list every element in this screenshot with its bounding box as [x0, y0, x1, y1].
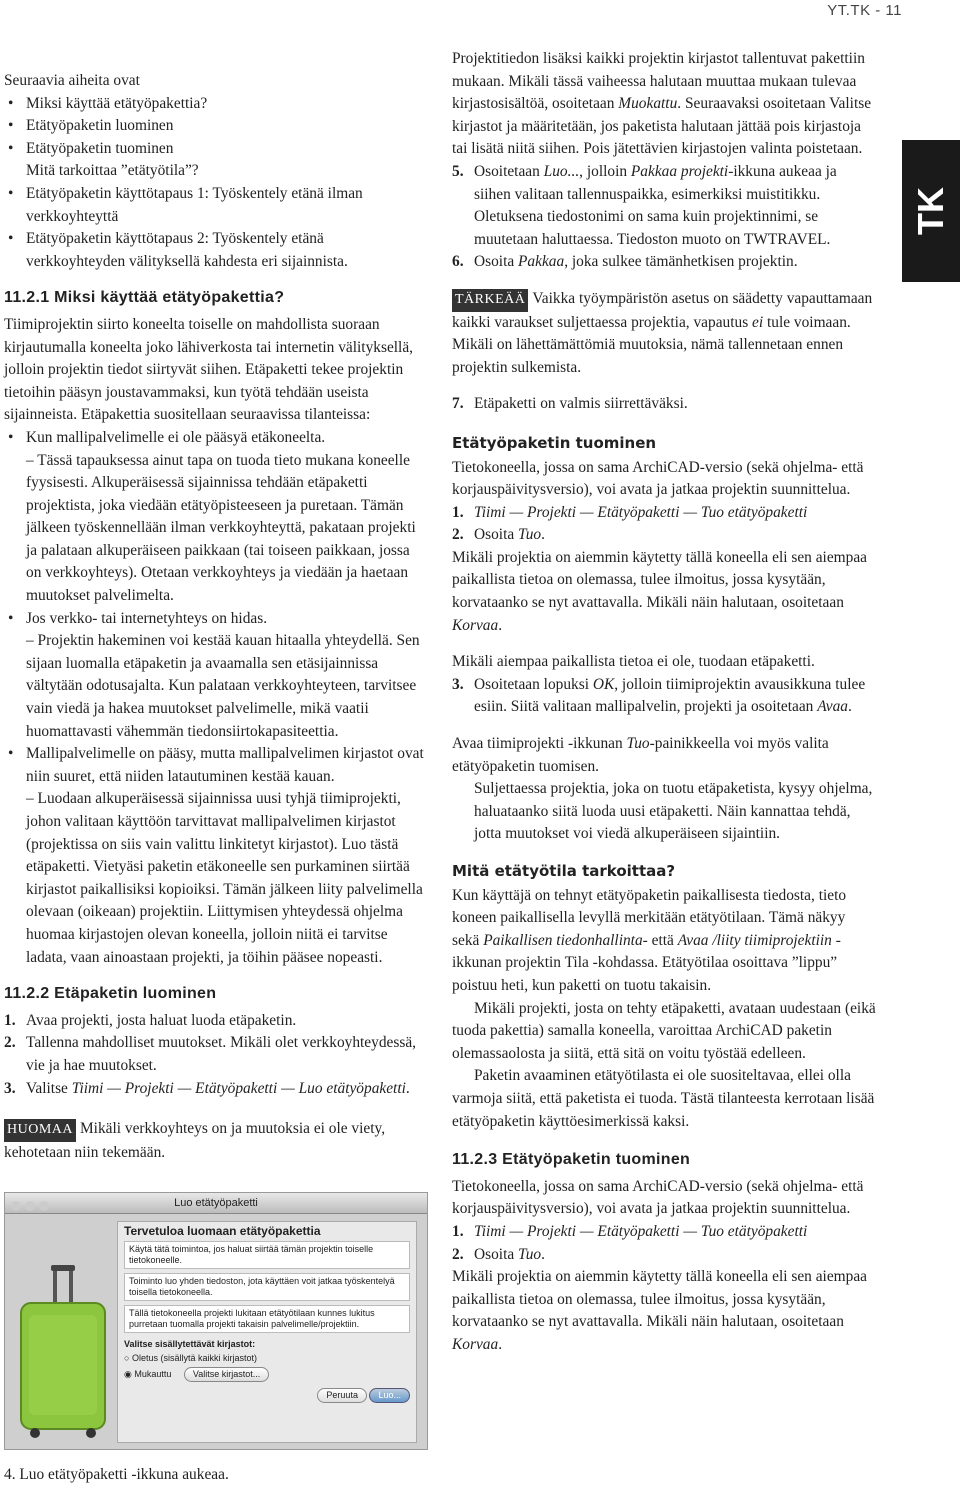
text: Muokattu [618, 95, 678, 113]
text: . [498, 1335, 503, 1353]
section-tab-label: TK [910, 187, 951, 235]
step-text: Valitse [26, 1079, 72, 1097]
step-number: 1. [452, 1222, 464, 1240]
step-6 [452, 251, 876, 274]
step-number: 2. [452, 526, 464, 544]
paragraph: Suljettaessa projektia, joka on tuotu etäpaketista, kysyy ohjelma, haluataanko siitä luoda uusi etäpaketti. Näin kannattaa tehdä, jotta muutokset voi viedä alkuperäiseen sijaintiin. [474, 780, 873, 843]
figure-caption: 4. Luo etätyöpaketti -ikkuna aukeaa. [4, 1466, 229, 1483]
paragraph [452, 885, 876, 998]
heading-11-2-1: 11.2.1 Miksi käyttää etätyöpakettia? [4, 289, 285, 307]
text: Vaikka työympäristön asetus on säädetty vapauttamaan kaikki varaukset suljettaessa projektia, vapautus [452, 289, 873, 331]
step-number: 3. [4, 1079, 16, 1097]
radio-custom-label: Mukauttu [134, 1369, 172, 1379]
step-text: OK [592, 675, 615, 693]
topics-list-2 [4, 183, 426, 273]
list-item: • Mallipalvelimelle on pääsy, mutta mallipalvelimen kirjastot ovat niin suuret, että niiden latautuminen kestää kauan. [4, 743, 426, 788]
text: Korvaa [452, 616, 499, 634]
paragraph: – Tässä tapauksessa ainut tapa on tuoda tieto mukana koneelle fyysisesti. Alkuperäisessä sijainnissa tehdään etäpaketti projektista, joka viedään etätyöpisteeseen ja puretaan. Tämän jälkeen työskennellään ilman verkkoyhteyttä, pakataan projekti ja palataan alkuperäiseen paikkaan (tai toiseen paikkaan, jossa on verkkoyhteys). Otetaan verkkoyhteys ja viedään ja haetaan muutokset palvelimelta. [26, 451, 416, 605]
heading-mita: Mitä etätyötila tarkoittaa? [452, 862, 676, 880]
step-text: . [405, 1079, 410, 1097]
radio-custom[interactable]: ◉ [124, 1369, 135, 1379]
text: -ikkunan projektin Tila -kohdassa. Etätyötilaa osoittava ”lippu” poistuu heti, kun paketti on tuotu takaisin. [452, 931, 841, 994]
right-column [452, 48, 876, 1356]
paragraph: Tiimiprojektin siirto koneelta toiselle on mahdollista suoraan kirjautumalla koneelta joko lähiverkosta tai internetin välityksellä, jolloin projektin tiedot siirtyvät siihen. Etäpaketti tekee projektin tietoihin pääsyn joustavammaksi, kun työtä tehdään useista sijainneista. Etäpakettia suositellaan seuraavissa tilanteissa: [4, 315, 414, 424]
paragraph [452, 733, 876, 778]
list-item: • Miksi käyttää etätyöpakettia? [4, 93, 426, 116]
step-text: Osoitetaan [474, 162, 544, 180]
step-text: Osoita [474, 1245, 519, 1263]
text: Tuo [626, 735, 650, 753]
step-text: , jolloin tiimiprojektin avausikkuna tulee esiin. Siitä valitaan mallipalvelin, projekti ja osoitetaan [474, 675, 866, 716]
step-text: Etäpaketti on valmis siirrettäväksi. [474, 395, 688, 413]
left-column [4, 48, 426, 1164]
step-text: . [541, 1245, 545, 1263]
scenario-list [4, 427, 426, 450]
dialog-heading: Tervetuloa luomaan etätyöpakettia [124, 1224, 321, 1238]
step-number: 2. [452, 1245, 464, 1263]
topic-mita: Mitä tarkoittaa ”etätyötila”? [26, 162, 199, 180]
step-text: -ikkuna aukeaa ja siihen valitaan tallennuspaikka, esimerkiksi muistitikku. Oletuksena tiedostonimi on sama kuin projektinnimi, se muutetaan haluttaessa. Tiedoston muoto on TWTRAVEL. [474, 162, 837, 248]
step-text: Tuo [518, 1245, 542, 1263]
step-text: , joka sulkee tämänhetkisen projektin. [564, 253, 798, 271]
step-text: . [848, 698, 852, 716]
text: ei [752, 313, 764, 331]
text: Projektitiedon lisäksi kaikki projektin kirjastot tallentuvat pakettiin mukaan. Mikäli tässä vaiheessa halutaan muuttaa mukaan tulevaa kirjastosisältöä, osoitetaan [452, 50, 865, 113]
window-buttons [11, 1198, 53, 1218]
heading-11-2-3: 11.2.3 Etätyöpaketin tuominen [452, 1151, 691, 1169]
step-text: , jolloin [579, 162, 631, 180]
text: Mikäli projektia on aiemmin käytetty tällä koneella eli sen aiempaa paikallista tietoa on olemassa, tulee ilmoitus, jossa kysytään, korvataanko se nyt avattavalla. Mikäli näin halutaan, osoitetaan [452, 1268, 867, 1331]
step-3 [4, 1078, 426, 1101]
section-tab [902, 140, 960, 282]
text: . Seuraavaksi osoitetaan Valitse kirjastot ja määritetään, jos paketista halutaan jättää pois kirjastoja tai lisätä niitä siihen. Pois jätettävien kirjastojen valinta poistetaan. [452, 95, 872, 158]
paragraph [452, 547, 876, 637]
step-text: Avaa projekti, josta haluat luoda etäpaketin. [26, 1011, 297, 1029]
step-number: 1. [452, 503, 464, 521]
step-text: . [541, 526, 545, 544]
paragraph: Paketin avaaminen etätyötilasta ei ole suositeltavaa, ellei olla varmoja siitä, että paketista ei tuoda. Tästä tilanteesta kerrotaan lisää etätyöpaketin käyttöesimerkissä kaksi. [452, 1067, 875, 1130]
paragraph: Tietokoneella, jossa on sama ArchiCAD-versio (sekä ohjelma- että korjauspäivitysversio), voi avata ja jatkaa projektin suunnittelua. [452, 1177, 864, 1218]
select-libraries-button[interactable]: Valitse kirjastot... [184, 1367, 269, 1382]
suitcase-icon [15, 1263, 111, 1439]
important-tag: TÄRKEÄÄ [452, 289, 528, 312]
scenario-list [4, 743, 426, 788]
list-item: • Etätyöpaketin käyttötapaus 2: Työskentely etänä verkkoyhteyden välityksellä kahdesta eri sijainnista. [4, 228, 426, 273]
step-text: Pakkaa [518, 253, 565, 271]
menu-path: Tiimi — Projekti — Etätyöpaketti — Luo etätyöpaketti [71, 1079, 406, 1097]
paragraph: – Projektin hakeminen voi kestää kauan hitaalla yhteydellä. Sen sijaan luomalla etäpaketin ja avaamalla sen etäsijainnissa vältytään odotusajalta. Kun palataan verkkoyhteyteen, tarvitsee vain viedä ja hakea muutokset palvelimelle, mikä vaatii huomattavasti vähemmän tiedonsiirtokapasiteettia. [26, 632, 420, 740]
text: Kun käyttäjä on tehnyt etätyöpaketin paikallisesta tiedosta, tieto koneen paikallisella levyllä merkitään etätyötilaan. Tämä näkyy sekä [452, 886, 847, 949]
step-number: 7. [452, 395, 464, 413]
step-number: 2. [4, 1034, 16, 1052]
dialog-panel [117, 1221, 417, 1443]
step-number: 6. [452, 253, 464, 271]
step-2 [4, 1032, 426, 1077]
text: Korvaa [452, 1335, 499, 1353]
text: Mikäli projektia on aiemmin käytetty tällä koneella eli sen aiempaa paikallista tietoa on olemassa, tulee ilmoitus, jossa kysytään, korvataanko se nyt avattavalla. Mikäli näin halutaan, osoitetaan [452, 548, 867, 612]
dialog-text: Käytä tätä toimintoa, jos haluat siirtää tämän projektin toiselle tietokoneelle. [124, 1241, 410, 1269]
step-5 [452, 161, 876, 251]
note-tag: HUOMAA [4, 1119, 76, 1142]
step-text: Tallenna mahdolliset muutokset. Mikäli olet verkkoyhteydessä, vie ja hae muutokset. [26, 1034, 417, 1074]
step-text: Osoitetaan lopuksi [474, 675, 593, 693]
step-text: Avaa [817, 698, 848, 716]
create-button[interactable]: Luo... [369, 1388, 410, 1403]
important-note [452, 288, 876, 379]
heading-tuominen: Etätyöpaketin tuominen [452, 433, 657, 452]
topics-list-1 [4, 93, 426, 161]
dialog-text: Toiminto luo yhden tiedoston, jota käyttäen voit jatkaa työskentelyä toisella tietokoneella. [124, 1273, 410, 1301]
step-text: Pakkaa projekti [630, 162, 729, 180]
paragraph: – Luodaan alkuperäisessä sijainnissa uusi tyhjä tiimiprojekti, johon valitaan käyttöön tarvittavat mallipalvelimen kirjastot (projektissa on siis vain valittu linkitetyt kirjastot). Luo tästä etäpaketti. Vietyäsi paketin etäkoneelle sen purkaminen siirtää kirjastot paikallisiksi kopioiksi. Tämän jälkeen liity palvelimella olevaan (oikeaan) projektiin. Liittymisen yhteydessä ohjelma huomaa kirjastojen olevan koneella, jolloin niitä ei tarvitse ladata, vaan ainoastaan projekti, ja töihin pääsee nopeasti. [26, 790, 423, 966]
text: . [498, 616, 503, 634]
section-step-2 [452, 1244, 876, 1267]
paragraph [452, 48, 876, 161]
dialog-screenshot [4, 1192, 428, 1450]
paragraph [452, 1266, 876, 1356]
list-item: • Etätyöpaketin tuominen [4, 138, 426, 161]
list-item: • Etätyöpaketin luominen [4, 115, 426, 138]
text: Paikallisen tiedonhallinta- [483, 931, 648, 949]
text: Avaa tiimiprojekti -ikkunan [452, 735, 627, 753]
dialog-title: Luo etätyöpaketti [174, 1197, 258, 1209]
heading-11-2-2: 11.2.2 Etäpaketin luominen [4, 985, 217, 1003]
paragraph: Mikäli aiempaa paikallista tietoa ei ole, tuodaan etäpaketti. [452, 653, 815, 671]
step-number: 5. [452, 162, 464, 180]
menu-path: Tiimi — Projekti — Etätyöpaketti — Tuo etätyöpaketti [474, 503, 808, 521]
running-header: YT.TK - 11 [827, 2, 902, 19]
paragraph: Tietokoneella, jossa on sama ArchiCAD-versio (sekä ohjelma- että korjauspäivitysversio), voi avata ja jatkaa projektin suunnittelua. [452, 458, 864, 499]
step-7 [452, 393, 876, 416]
import-step-1 [452, 502, 876, 525]
library-label: Valitse sisällytettävät kirjastot: [124, 1339, 256, 1349]
list-item: • Jos verkko- tai internetyhteys on hidas. [4, 608, 426, 631]
import-step-3 [452, 674, 876, 719]
cancel-button[interactable]: Peruuta [317, 1388, 367, 1403]
scenario-list [4, 608, 426, 631]
radio-default-label: Oletus (sisällytä kaikki kirjastot) [131, 1353, 257, 1363]
list-item: • Kun mallipalvelimelle ei ole pääsyä etäkoneelta. [4, 427, 426, 450]
paragraph: Mikäli projekti, josta on tehty etäpaketti, avataan uudestaan (eikä tuoda pakettia) samalla koneella, varoittaa ArchiCAD paketin olemassaolosta ja siitä, että sitä on voitu työstää edelleen. [452, 999, 876, 1062]
topics-intro: Seuraavia aiheita ovat [4, 72, 140, 89]
text: että [647, 931, 678, 949]
step-text: Tuo [518, 526, 542, 544]
text: Avaa /liity tiimiprojektiin [677, 931, 832, 949]
step-number: 3. [452, 675, 464, 693]
list-item: • Etätyöpaketin käyttötapaus 1: Työskentely etänä ilman verkkoyhteyttä [4, 183, 426, 228]
step-text: Luo... [543, 162, 580, 180]
menu-path: Tiimi — Projekti — Etätyöpaketti — Tuo etätyöpaketti [474, 1222, 808, 1240]
radio-default[interactable]: ○ [124, 1353, 132, 1363]
step-1 [4, 1010, 426, 1033]
text: tule voimaan. Mikäli on lähettämättömiä muutoksia, nämä tallennetaan ennen projektin sulkemista. [452, 313, 851, 376]
import-step-2 [452, 524, 876, 547]
step-number: 1. [4, 1011, 16, 1029]
step-text: Osoita [474, 526, 519, 544]
step-text: Osoita [474, 253, 519, 271]
text: -painikkeella voi myös valita etätyöpaketin tuomisen. [452, 735, 829, 775]
dialog-titlebar [5, 1193, 427, 1214]
note-text: Mikäli verkkoyhteys on ja muutoksia ei ole viety, kehotetaan niin tekemään. [4, 1120, 386, 1161]
dialog-text: Tällä tietokoneella projekti lukitaan etätyötilaan kunnes lukitus purretaan tuomalla projekti takaisin palvelimelle/projektiin. [124, 1305, 410, 1333]
section-step-1 [452, 1221, 876, 1244]
note [4, 1118, 426, 1164]
